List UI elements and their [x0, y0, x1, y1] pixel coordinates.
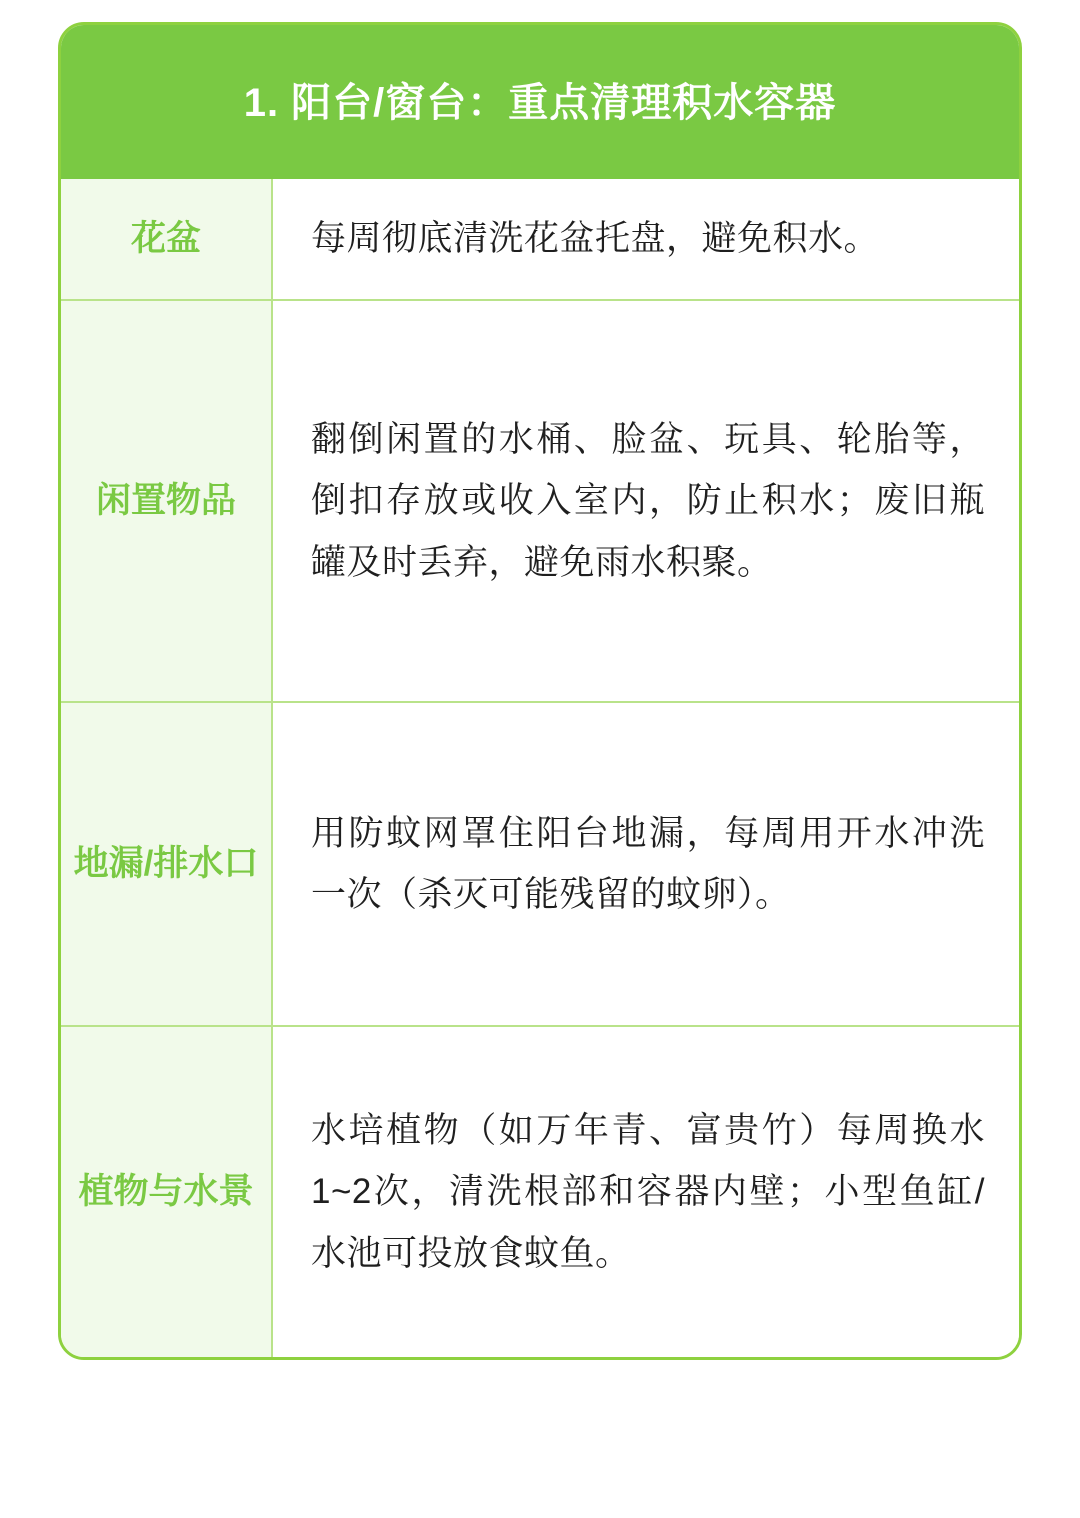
row-label: 植物与水景 [61, 1027, 273, 1357]
table-row [61, 1025, 1019, 1357]
row-description-text: 翻倒闲置的水桶、脸盆、玩具、轮胎等，倒扣存放或收入室内，防止积水；废旧瓶罐及时丢弃，避免雨水积聚。 [311, 420, 985, 582]
tips-card [58, 22, 1022, 1360]
tips-table [61, 179, 1019, 1357]
row-label: 花盆 [61, 179, 273, 299]
row-description [273, 1027, 1019, 1357]
table-row [61, 299, 1019, 701]
row-description-text: 水培植物（如万年青、富贵竹）每周换水1~2次，清洗根部和容器内壁；小型鱼缸/水池可投放食蚊鱼。 [311, 1111, 985, 1273]
row-description [273, 301, 1019, 701]
row-description [273, 179, 1019, 299]
row-description [273, 703, 1019, 1025]
card-title: 1. 阳台/窗台：重点清理积水容器 [61, 25, 1019, 179]
row-description-text: 用防蚊网罩住阳台地漏，每周用开水冲洗一次（杀灭可能残留的蚊卵）。 [311, 813, 985, 914]
row-label: 闲置物品 [61, 301, 273, 701]
table-row [61, 701, 1019, 1025]
row-description-text: 每周彻底清洗花盆托盘，避免积水。 [311, 219, 880, 259]
row-label: 地漏/排水口 [61, 703, 273, 1025]
table-row [61, 179, 1019, 299]
